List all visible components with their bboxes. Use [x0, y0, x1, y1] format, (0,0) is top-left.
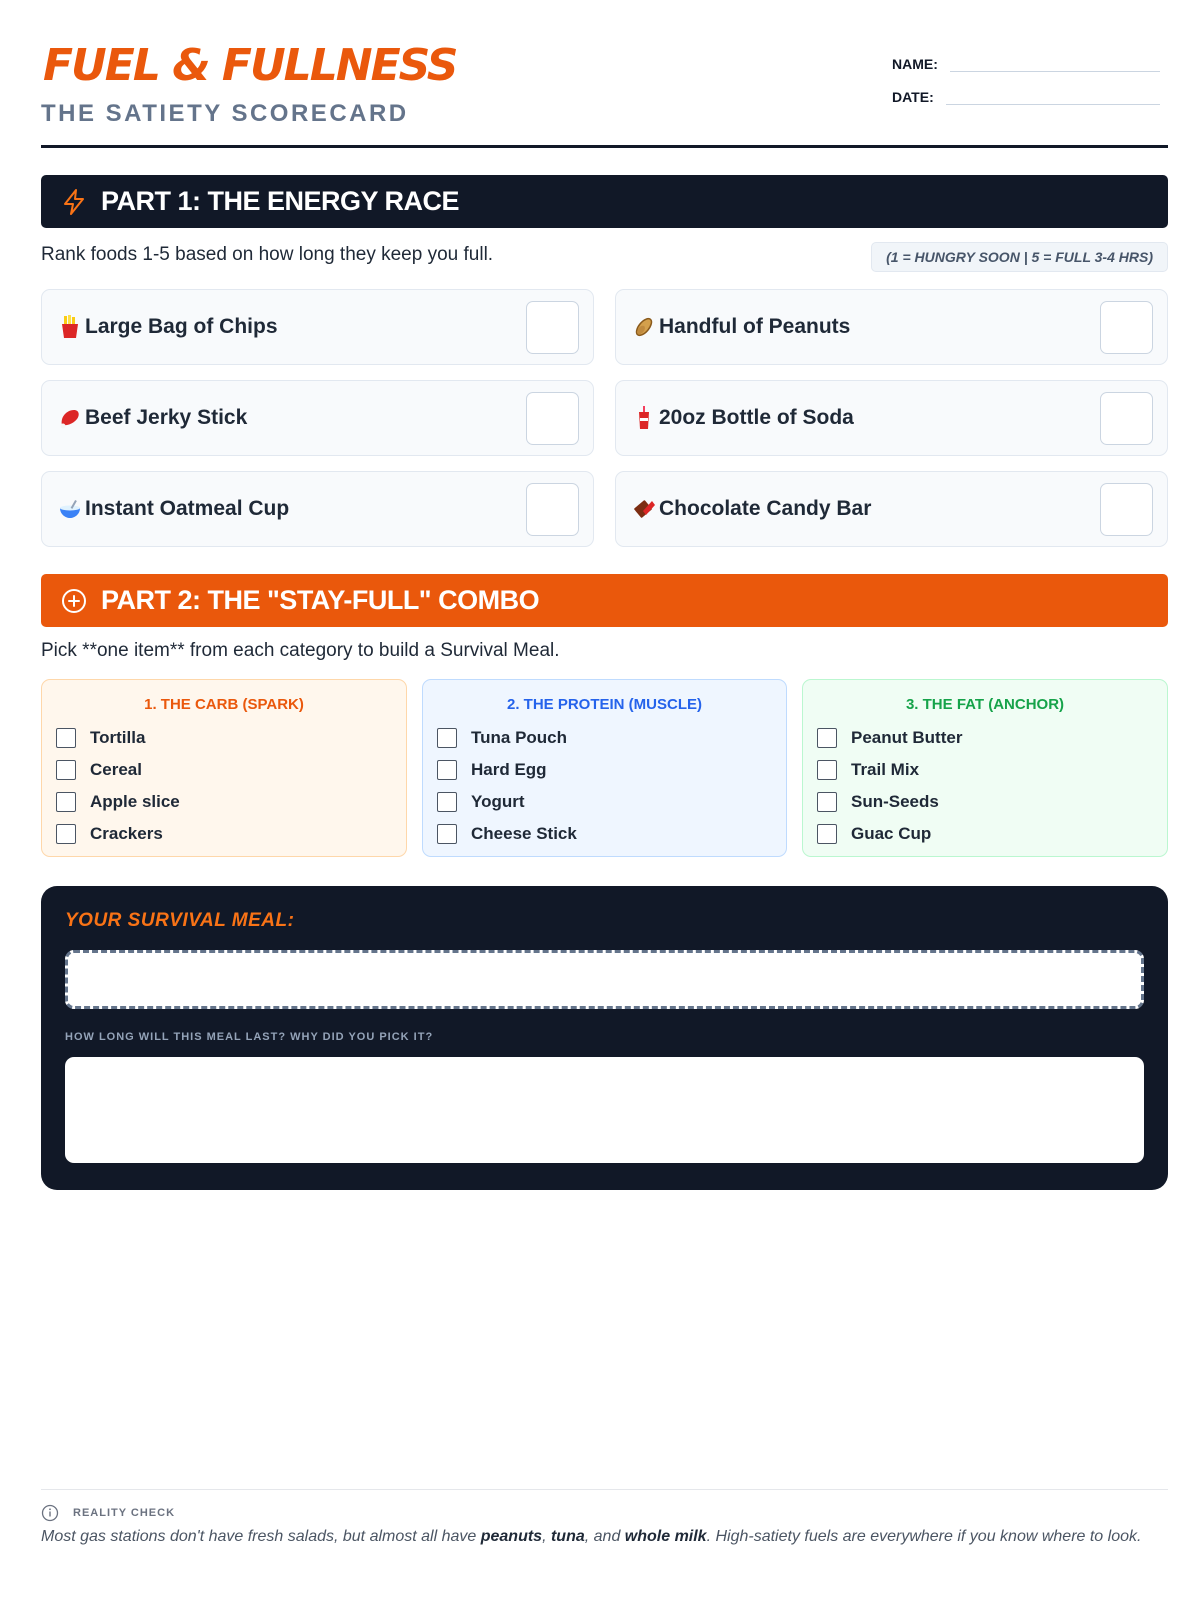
part1-header-bar — [41, 175, 1168, 228]
option-label: Peanut Butter — [851, 728, 963, 747]
option-row[interactable] — [437, 754, 772, 786]
option-row[interactable] — [817, 818, 1153, 850]
rank-input[interactable] — [1100, 392, 1153, 445]
food-label: Beef Jerky Stick — [85, 406, 248, 429]
part1-instructions: Rank foods 1-5 based on how long they keep you full. — [41, 244, 494, 265]
rank-card — [41, 289, 594, 365]
option-row[interactable] — [56, 754, 392, 786]
rank-card — [615, 380, 1168, 456]
option-row[interactable] — [56, 786, 392, 818]
food-label: Instant Oatmeal Cup — [85, 497, 290, 520]
worksheet-page — [41, 0, 1168, 1600]
option-label: Tuna Pouch — [471, 728, 568, 747]
option-row[interactable] — [437, 722, 772, 754]
fries-icon — [57, 314, 83, 340]
category-title: 3. THE FAT (ANCHOR) — [905, 696, 1065, 713]
rank-card — [41, 471, 594, 547]
option-checkbox[interactable] — [437, 824, 457, 844]
rank-input[interactable] — [1100, 483, 1153, 536]
chocolate-icon — [631, 496, 657, 522]
option-checkbox[interactable] — [56, 728, 76, 748]
rank-card — [615, 471, 1168, 547]
protein-category — [422, 679, 787, 857]
category-title: 2. THE PROTEIN (MUSCLE) — [506, 696, 702, 713]
date-field-row — [892, 89, 1160, 105]
option-checkbox[interactable] — [817, 824, 837, 844]
survival-meal-title: YOUR SURVIVAL MEAL: — [65, 910, 295, 931]
option-checkbox[interactable] — [817, 728, 837, 748]
worksheet-header — [41, 38, 1168, 148]
option-label: Tortilla — [90, 728, 146, 747]
food-label: Large Bag of Chips — [85, 315, 278, 338]
option-row[interactable] — [437, 786, 772, 818]
survival-meal-panel — [41, 886, 1168, 1190]
food-label: Chocolate Candy Bar — [659, 497, 872, 520]
survival-meal-input[interactable] — [65, 950, 1144, 1009]
option-row[interactable] — [817, 722, 1153, 754]
worksheet-subtitle: THE SATIETY SCORECARD — [41, 100, 409, 127]
peanuts-icon — [631, 314, 657, 340]
option-label: Apple slice — [90, 792, 180, 811]
option-label: Trail Mix — [851, 760, 920, 779]
option-checkbox[interactable] — [817, 760, 837, 780]
option-row[interactable] — [56, 722, 392, 754]
option-checkbox[interactable] — [817, 792, 837, 812]
combo-categories — [41, 679, 1168, 857]
soda-icon — [631, 405, 657, 431]
part1-title: PART 1: THE ENERGY RACE — [101, 186, 460, 216]
rank-input[interactable] — [526, 483, 579, 536]
option-checkbox[interactable] — [56, 824, 76, 844]
carb-category — [41, 679, 407, 857]
meal-reflection-answer[interactable] — [65, 1057, 1144, 1163]
food-label: 20oz Bottle of Soda — [659, 406, 854, 429]
footer-divider — [41, 1489, 1168, 1490]
option-checkbox[interactable] — [437, 728, 457, 748]
option-label: Yogurt — [471, 792, 525, 811]
name-field[interactable] — [950, 56, 1160, 72]
option-label: Crackers — [90, 824, 163, 843]
option-label: Guac Cup — [851, 824, 932, 843]
reality-check-heading — [41, 1504, 175, 1522]
food-label: Handful of Peanuts — [659, 315, 851, 338]
option-row[interactable] — [56, 818, 392, 850]
rank-grid — [41, 289, 1168, 547]
option-checkbox[interactable] — [56, 760, 76, 780]
part2-header-bar — [41, 574, 1168, 627]
rank-card — [615, 289, 1168, 365]
info-icon — [41, 1504, 59, 1522]
lightning-icon — [61, 189, 87, 215]
bowl-icon — [57, 496, 83, 522]
rank-card — [41, 380, 594, 456]
header-divider — [41, 145, 1168, 148]
option-checkbox[interactable] — [56, 792, 76, 812]
part2-title: PART 2: THE "STAY-FULL" COMBO — [101, 585, 540, 615]
option-checkbox[interactable] — [437, 760, 457, 780]
meat-icon — [57, 405, 83, 431]
meal-reflection-question: HOW LONG WILL THIS MEAL LAST? WHY DID YOU PICK IT? — [65, 1031, 434, 1043]
option-row[interactable] — [437, 818, 772, 850]
date-label: DATE: — [892, 89, 934, 105]
option-checkbox[interactable] — [437, 792, 457, 812]
option-row[interactable] — [817, 786, 1153, 818]
plus-circle-icon — [61, 588, 87, 614]
worksheet-title: FUEL & FULLNESS — [43, 40, 457, 91]
reality-check-label: REALITY CHECK — [73, 1507, 176, 1519]
rank-scale-note: (1 = HUNGRY SOON | 5 = FULL 3-4 HRS) — [871, 242, 1168, 272]
name-label: NAME: — [892, 56, 938, 72]
fat-category — [802, 679, 1168, 857]
option-label: Sun-Seeds — [851, 792, 939, 811]
date-field[interactable] — [946, 89, 1160, 105]
rank-input[interactable] — [1100, 301, 1153, 354]
reality-check-text: Most gas stations don't have fresh salads, but almost all have peanuts, tuna, and whole milk. High-satiety fuels are everywhere if you know where to look. — [41, 1528, 1142, 1545]
category-title: 1. THE CARB (SPARK) — [144, 696, 304, 713]
option-label: Cereal — [90, 760, 142, 779]
option-label: Hard Egg — [471, 760, 547, 779]
part2-instructions: Pick **one item** from each category to build a Survival Meal. — [41, 640, 560, 661]
rank-input[interactable] — [526, 301, 579, 354]
name-field-row — [892, 56, 1160, 72]
option-row[interactable] — [817, 754, 1153, 786]
rank-input[interactable] — [526, 392, 579, 445]
option-label: Cheese Stick — [471, 824, 577, 843]
